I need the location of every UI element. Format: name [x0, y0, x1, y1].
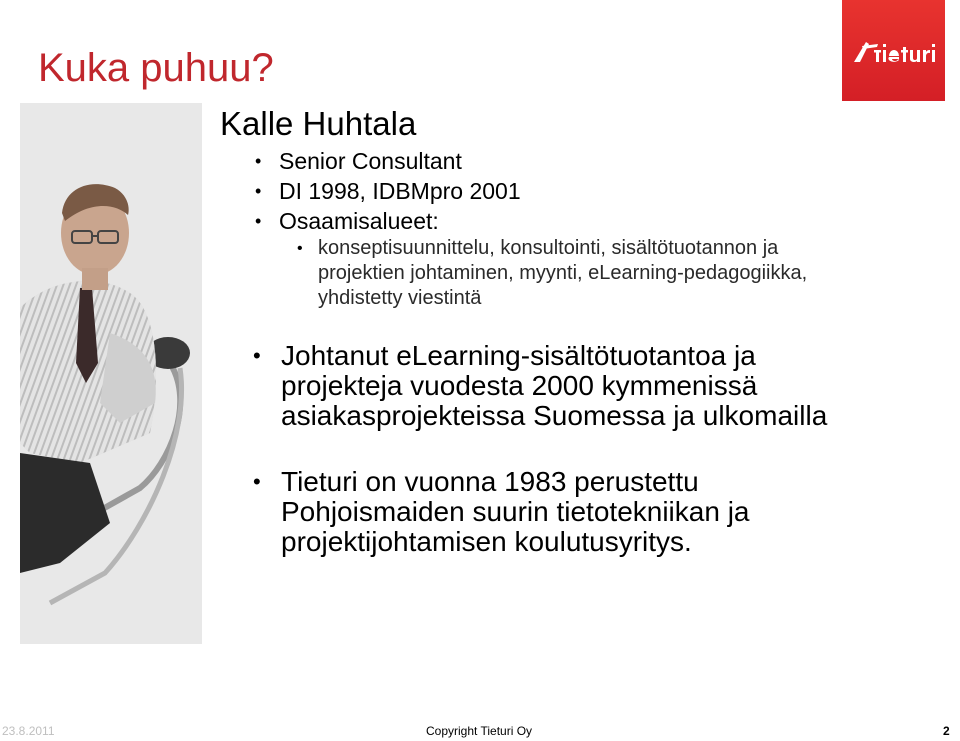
- expertise-list: [220, 236, 860, 311]
- presenter-portrait-icon: [20, 103, 202, 644]
- detail-item: • DI 1998, IDBMpro 2001: [220, 176, 860, 206]
- slide-content: [220, 104, 860, 593]
- highlights-list: [220, 341, 860, 557]
- details-list: [220, 146, 860, 236]
- detail-item: • Senior Consultant: [220, 146, 860, 176]
- footer-date: 23.8.2011: [2, 724, 55, 738]
- tieturi-logo-icon: [852, 38, 938, 66]
- highlight-item: • Johtanut eLearning-sisältötuotantoa ja projekteja vuodesta 2000 kymmenissä asiakasprojekteissa Suomessa ja ulkomailla: [220, 341, 861, 431]
- detail-item: • Osaamisalueet:: [220, 206, 860, 236]
- expertise-item: • konseptisuunnittelu, konsultointi, sisältötuotannon ja projektien johtaminen, myynti, eLearning-pedagogiikka, yhdistetty viestintä: [220, 236, 838, 311]
- footer-page-number: 2: [943, 724, 950, 738]
- tieturi-logo: [842, 0, 945, 101]
- presenter-photo: [20, 103, 202, 644]
- slide-footer: [0, 722, 960, 741]
- highlight-item: • Tieturi on vuonna 1983 perustettu Pohjoismaiden suurin tietotekniikan ja projektijohtamisen koulutusyritys.: [220, 467, 861, 557]
- footer-copyright: Copyright Tieturi Oy: [426, 724, 533, 738]
- presenter-name: Kalle Huhtala: [220, 105, 417, 142]
- slide-title: Kuka puhuu?: [38, 46, 274, 90]
